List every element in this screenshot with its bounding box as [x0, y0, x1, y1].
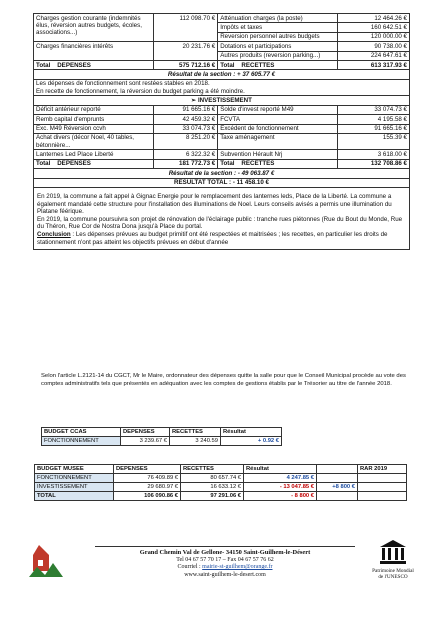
value-cell: 12 464.26 €: [338, 14, 410, 23]
header-cell: [317, 465, 358, 474]
note-line: Les dépenses de fonctionnement sont restées stables en 2018.: [36, 80, 210, 88]
total-value: 613 317.93 €: [338, 60, 410, 69]
footer-address: Grand Chemin Val de Gellone- 34150 Saint-Guilhem-le-Désert: [139, 549, 311, 556]
label-cell: Autres produits (reversion parking...): [218, 51, 338, 60]
value-cell: [317, 474, 358, 483]
value-cell: 91 665.16 €: [338, 124, 410, 133]
label-cell: Remb capital d'emprunts: [34, 115, 154, 124]
total-rec-label: RECETTES: [241, 160, 275, 168]
table-row: [42, 437, 282, 446]
total-label-cell: [218, 159, 338, 168]
header-cell: RECETTES: [181, 465, 244, 474]
total-rec-label: RECETTES: [241, 61, 275, 69]
footer-divider: [95, 546, 355, 547]
paragraph-article: Selon l'article L.2121-14 du CGCT, Mr le Maire, ordonnateur des dépenses quitte la salle pour que le Conseil Municipal procède au vote des comptes administratifs tels que présentés en adéquation avec les comptes de gestions établis par le Trésorier au titre de l'année 2018.: [41, 373, 406, 387]
notes-cell: [34, 188, 410, 250]
value-cell: [358, 483, 407, 492]
result-cell: + 0.92 €: [221, 437, 282, 446]
note-line: En recette de fonctionnement, la réversion du budget parking a été moindre.: [36, 87, 245, 95]
result-cell: - 8 800 €: [244, 492, 317, 501]
paragraph-2019-leds: En 2019, la commune a fait appel à Gignac Energie pour le remplacement des lanternes leds, Place de la Liberté. La commune a également mandaté cette structure pour l'installation des illuminations de Noel. Leurs conseils avisés a permis une illumination du Platane féérique.: [37, 193, 392, 216]
label-cell: Subvention Hérault Nrj: [218, 150, 338, 159]
table-header-row: [42, 428, 282, 437]
total-value: 181 772.73 €: [154, 159, 218, 168]
value-cell: 33 074.73 €: [338, 105, 410, 114]
budget-table: [33, 13, 410, 250]
row-label: INVESTISSEMENT: [35, 483, 114, 492]
value-cell: 106 090.86 €: [114, 492, 181, 501]
value-cell: 91 665.16 €: [154, 105, 218, 114]
plus-beaux-villages-logo: [25, 541, 73, 599]
label-cell: FCVTA: [218, 115, 338, 124]
result-row: [34, 70, 410, 79]
total-label-cell: [34, 159, 154, 168]
value-cell: 29 680.97 €: [114, 483, 181, 492]
value-cell: 3 240.59: [170, 437, 221, 446]
total-label: Total: [220, 61, 235, 69]
note-cell: [34, 79, 410, 96]
paragraph-2019-eclairage: En 2019, la commune poursuivra son projet de rénovation de l'éclairage public : tranche rues piétonnes (Rue du Bout du Monde, Rue du Théron, Rue Cor de Nostra Dona jusqu'à Place du portal.: [37, 215, 403, 231]
conclusion-text: : Les dépenses prévues au budget primitif ont été respectées et maitrisées ; les recettes, en particulier les droits de stationnement n'ont pas atteint les objectifs prévues en début d'année: [37, 231, 388, 246]
label-cell: Charges financières intérêts: [34, 42, 154, 61]
note-row: [34, 188, 410, 250]
header-cell: BUDGET CCAS: [42, 428, 121, 437]
value-cell: 76 409.89 €: [114, 474, 181, 483]
table-row: [34, 14, 410, 23]
table-row: [34, 133, 410, 150]
header-cell: Résultat: [221, 428, 282, 437]
value-cell: 80 657.74 €: [181, 474, 244, 483]
label-cell: Exc. M49 Réversion ccvh: [34, 124, 154, 133]
value-cell: 33 074.73 €: [154, 124, 218, 133]
label-cell: Solde d'invest reporté M49: [218, 105, 338, 114]
label-cell: Charges gestion courante (indemnités élus, réversion autres budgets, écoles, associations...): [34, 14, 154, 42]
total-label: Total: [36, 160, 51, 168]
result-cell: 4 247.85 €: [244, 474, 317, 483]
label-cell: Lanternes Led Place Liberté: [34, 150, 154, 159]
value-cell: 3 618.00 €: [338, 150, 410, 159]
total-result: RESULTAT TOTAL : - 11 458.10 €: [34, 178, 410, 187]
footer-website[interactable]: www.saint-guilhem-le-desert.com: [184, 571, 266, 578]
header-cell: DEPENSES: [114, 465, 181, 474]
value-cell: 3 239.67 €: [121, 437, 170, 446]
value-cell: [358, 492, 407, 501]
section-header-row: [34, 96, 410, 105]
result-row: [34, 169, 410, 178]
value-cell: 8 251.20 €: [154, 133, 218, 150]
total-dep-label: DEPENSES: [57, 160, 91, 168]
section-result: Résultat de la section : - 49 063.87 €: [34, 169, 410, 178]
value-cell: 155.39 €: [338, 133, 410, 150]
value-cell: 120 000.00 €: [338, 32, 410, 41]
value-cell: [317, 492, 358, 501]
conclusion: [37, 231, 406, 246]
table-row: [35, 483, 407, 492]
table-row: [35, 474, 407, 483]
header-cell: RECETTES: [170, 428, 221, 437]
header-cell: RAR 2019: [358, 465, 407, 474]
footer-tel: Tel 04 67 57 70 17 – Fax 04 67 57 76 62: [176, 556, 274, 563]
total-label-cell: [34, 60, 154, 69]
value-cell: 112 098.70 €: [154, 14, 218, 42]
table-row: [34, 42, 410, 51]
result-row: [34, 178, 410, 187]
total-row: [34, 159, 410, 168]
total-label: Total: [220, 160, 235, 168]
row-label: TOTAL: [35, 492, 114, 501]
label-cell: Taxe aménagement: [218, 133, 338, 150]
footer-email-link[interactable]: mairie-st-guilhem@orange.fr: [202, 564, 273, 571]
label-cell: Déficit antérieur reporté: [34, 105, 154, 114]
temple-icon: [378, 538, 408, 566]
result-cell: - 13 047.85 €: [244, 483, 317, 492]
value-cell: 6 322.32 €: [154, 150, 218, 159]
value-cell: 20 231.76 €: [154, 42, 218, 61]
label-cell: Reversion personnel autres budgets: [218, 32, 338, 41]
label-cell: Dotations et participations: [218, 42, 338, 51]
rar-cell: +8 800 €: [317, 483, 358, 492]
total-label: Total: [36, 61, 51, 69]
table-row: [34, 115, 410, 124]
label-cell: Atténuation charges (la poste): [218, 14, 338, 23]
header-cell: BUDGET MUSEE: [35, 465, 114, 474]
label-cell: Achat divers (décor Noel, 40 tables, bétonnière...: [34, 133, 154, 150]
label-cell: Impôts et taxes: [218, 23, 338, 32]
value-cell: 4 195.58 €: [338, 115, 410, 124]
value-cell: 224 647.61 €: [338, 51, 410, 60]
header-cell: Résultat: [244, 465, 317, 474]
musee-table: [34, 464, 407, 501]
total-row: [35, 492, 407, 501]
value-cell: [358, 474, 407, 483]
row-label: FONCTIONNEMENT: [42, 437, 121, 446]
value-cell: 16 633.12 €: [181, 483, 244, 492]
header-cell: DEPENSES: [121, 428, 170, 437]
invest-header: ➢ INVESTISSEMENT: [34, 96, 410, 105]
footer-email-label: Courriel :: [177, 564, 203, 571]
total-value: 575 712.16 €: [154, 60, 218, 69]
unesco-logo: [358, 538, 428, 598]
value-cell: 90 738.00 €: [338, 42, 410, 51]
table-row: [34, 105, 410, 114]
value-cell: 160 642.51 €: [338, 23, 410, 32]
total-dep-label: DEPENSES: [57, 61, 91, 69]
footer: [95, 549, 355, 579]
conclusion-label: Conclusion: [37, 231, 71, 239]
value-cell: 42 459.32 €: [154, 115, 218, 124]
unesco-line-2: de l'UNESCO: [378, 574, 408, 580]
table-row: [34, 150, 410, 159]
row-label: FONCTIONNEMENT: [35, 474, 114, 483]
total-value: 132 708.86 €: [338, 159, 410, 168]
value-cell: 97 291.06 €: [181, 492, 244, 501]
unesco-line-1: Patrimoine Mondial: [372, 568, 414, 574]
total-row: [34, 60, 410, 69]
table-header-row: [35, 465, 407, 474]
note-row: [34, 79, 410, 96]
label-cell: Excédent de fonctionnement: [218, 124, 338, 133]
footer-email-line: [95, 564, 355, 572]
table-row: [34, 124, 410, 133]
ccas-table: [41, 427, 282, 446]
total-label-cell: [218, 60, 338, 69]
village-logo-icon: [25, 541, 73, 599]
section-result: Résultat de la section : + 37 605.77 €: [34, 70, 410, 79]
